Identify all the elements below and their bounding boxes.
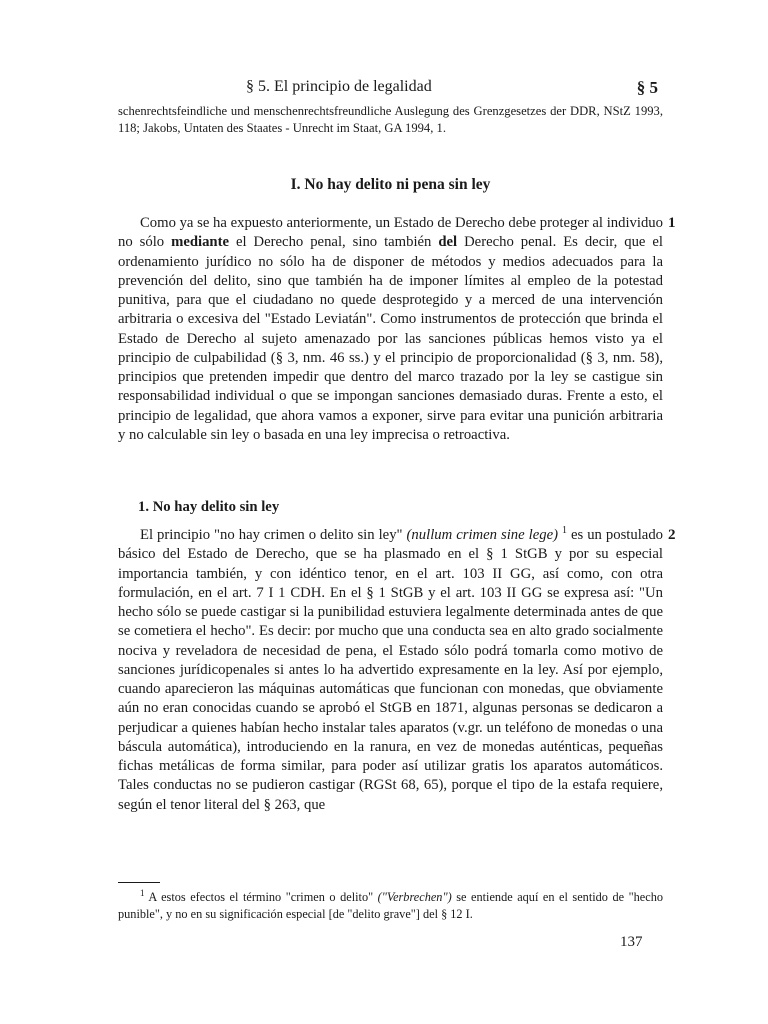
paragraph-2-text-b: es un postulado básico del Estado de Derecho, que se ha plasmado en el § 1 StGB y por su especial importancia también, y con idéntico tenor, en el art. 103 II GG, así como, con otra formulación, en el art. 7 I 1 CDH. En el § 1 StGB y el art. 103 II GG se expresa así: "Un hecho sólo se puede castigar si la punibilidad estuviera legalmente determinada antes de que se cometiera el hecho". Es decir: por mucho que una conducta sea en alto grado socialmente nociva y reveladora de necesidad de pena, el Estado sólo podrá tomarla como motivo de sanciones jurídicopenales si antes lo ha advertido expresamente en la ley. Así por ejemplo, cuando aparecieron las máquinas automáticas que funcionan con monedas, que obviamente aún no eran conocidas cuando se aprobó el StGB en 1871, algunas personas se dedicaron a perjudicar a quienes habían hecho instalar tales aparatos (v.gr. un teléfono de monedas o una báscula automática), introduciendo en la ranura, en vez de monedas auténticas, pequeñas fichas metálicas de forma similar, para poder así utilizar gratis los aparatos automáticos. Tales conductas no se pudieron castigar (RGSt 68, 65), porque el tipo de la estafa requiere, según el tenor literal del § 263, que xyxy=(118,527,664,813)
margin-number-1: 1 xyxy=(668,215,676,231)
paragraph-1-text-c: Derecho penal. Es decir, que el ordenamiento jurídico no sólo ha de disponer de métodos y medios adecuados para la prevención del delito, sino que también ha de imponer límites al empleo de la potestad punitiva, para que el ciudadano no quede desprotegido y a merced de una intervención arbitraria o excesiva del "Estado Leviatán". Como instrumentos de protección que brinda el Estado de Derecho al sujeto amenazado por las sanciones públicas hemos visto ya el principio de culpabilidad (§ 3, nm. 46 ss.) y el principio de proporcionalidad (§ 3, nm. 58), principios que pretenden impedir que dentro del marco trazado por la ley se castigue sin responsabilidad individual o que se impongan sanciones demasiado duras. Frente a esto, el principio de legalidad, que ahora vamos a exponer, sirve para evitar una punición arbitraria y no calculable sin ley o basada en una ley imprecisa o retroactiva. xyxy=(118,234,663,443)
running-head-title: § 5. El principio de legalidad xyxy=(246,78,432,95)
paragraph-2-text-a: El principio "no hay crimen o delito sin ley" xyxy=(140,527,407,543)
footnote-text-b: se entiende aquí en el sentido de "hecho punible", y no en su significación especial [de "delito grave"] del § 12 I. xyxy=(118,890,664,921)
paragraph-2 xyxy=(118,526,663,815)
page-number: 137 xyxy=(620,934,643,950)
footnote-term-italic: ("Verbrechen") xyxy=(377,890,452,904)
subheading: 1. No hay delito sin ley xyxy=(138,499,280,515)
paragraph-1-emphasis-mediante: mediante xyxy=(171,234,230,251)
paragraph-1-text-a: Como ya se ha expuesto anteriormente, un Estado de Derecho debe proteger al individuo no sólo xyxy=(118,215,663,251)
running-head-section: § 5 xyxy=(636,78,658,97)
running-head xyxy=(118,78,658,100)
paragraph-1-text-b: el Derecho penal, sino también xyxy=(229,234,439,251)
footnote-1 xyxy=(118,889,663,923)
footnote-number: 1 xyxy=(140,887,145,898)
paragraph-1-emphasis-del: del xyxy=(438,234,458,251)
footnote-text-a: A estos efectos el término "crimen o delito" xyxy=(144,890,378,904)
footnote-divider xyxy=(118,882,160,883)
section-heading: I. No hay delito ni pena sin ley xyxy=(290,176,491,193)
reference-continuation: schenrechtsfeindliche und menschenrechtsfreundliche Auslegung des Grenzgesetzes der DDR, NStZ 1993, 118; Jakobs, Untaten des Staates - Unrecht im Staat, GA 1994, 1. xyxy=(118,104,663,135)
footnote-reference[interactable]: 1 xyxy=(562,525,567,537)
paragraph-2-latin-maxim: (nullum crimen sine lege) xyxy=(406,527,558,543)
margin-number-2: 2 xyxy=(668,527,676,543)
paragraph-1 xyxy=(118,214,663,445)
